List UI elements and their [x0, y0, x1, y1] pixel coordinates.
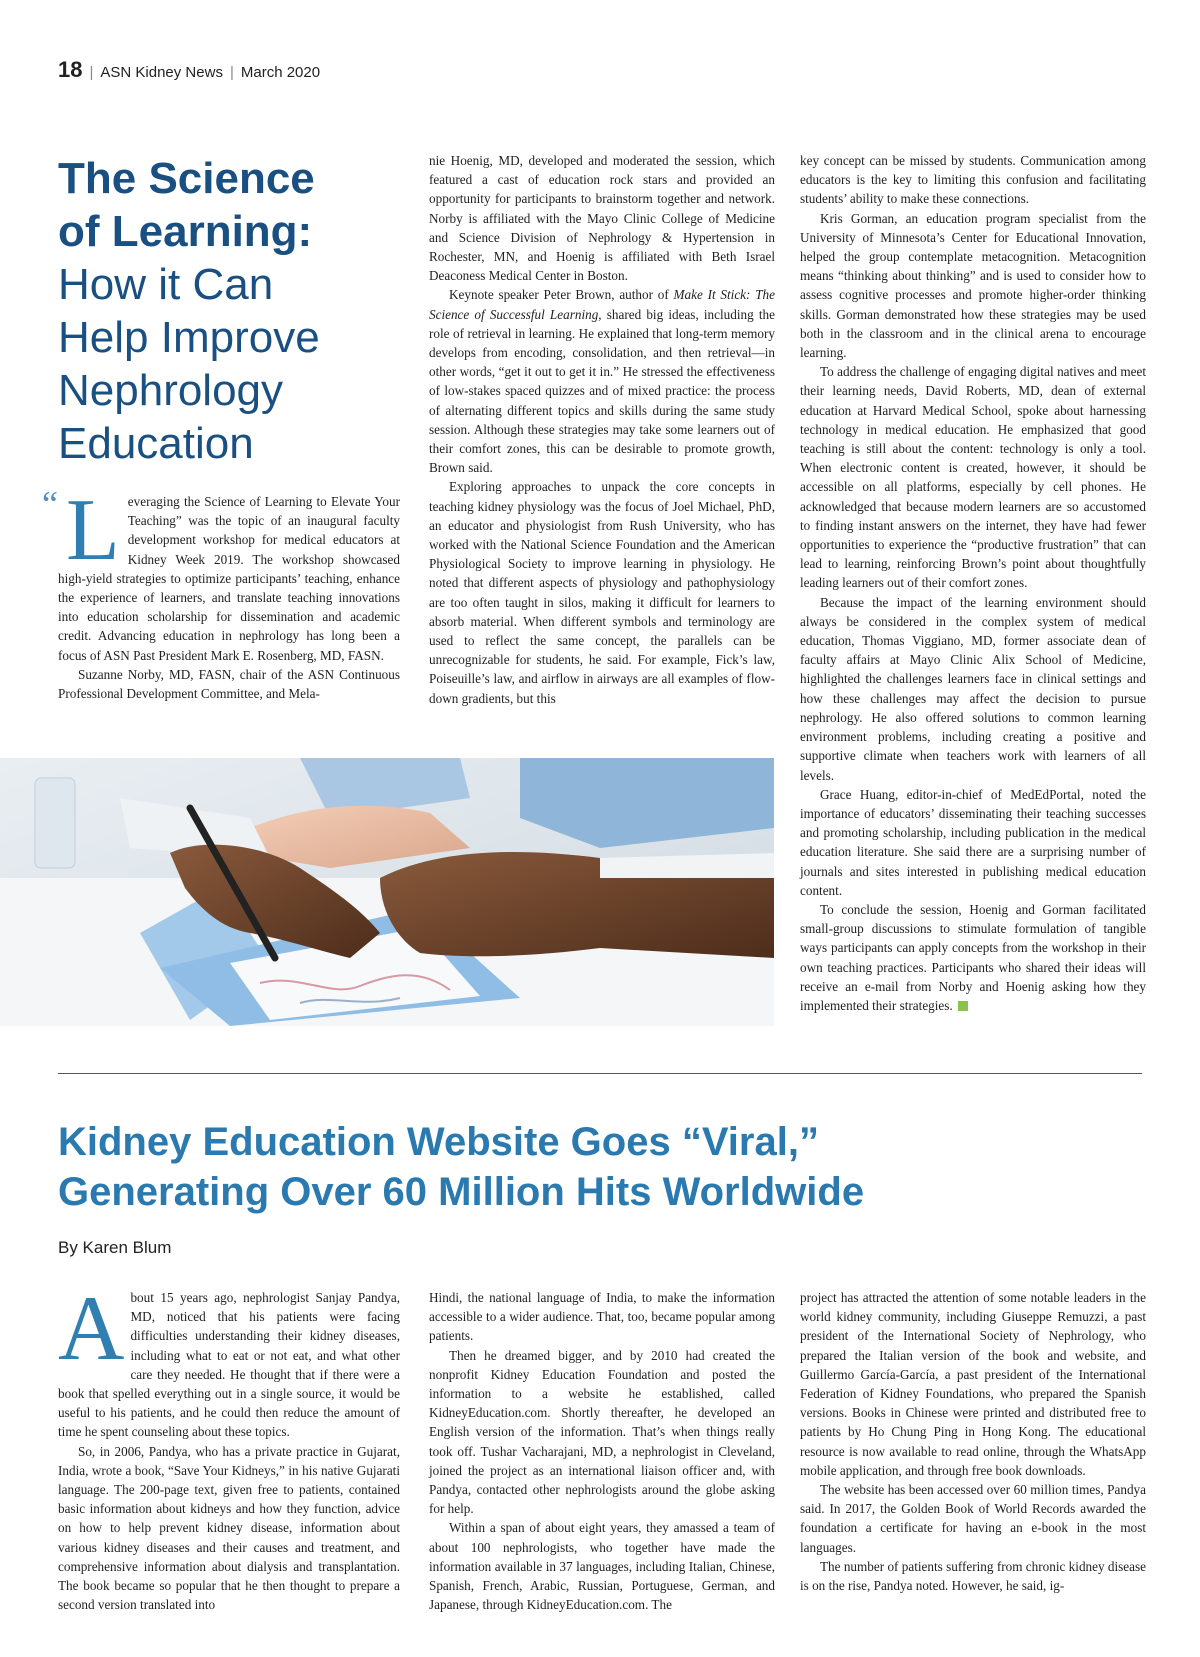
running-header [58, 57, 320, 83]
title-line: of Learning: [58, 207, 313, 256]
body-paragraph: Exploring approaches to unpack the core concepts in teaching kidney physiology was the focus of Joel Michael, PhD, an educator and physiologist from Rush University, who has worked with the National Science Foundation and the American Physiological Society to improve learning in physiology. He noted that different aspects of physiology and pathophysiology are too often taught in silos, making it difficult for learners to absorb material. When different symbols and terminology are used to reflect the same concept, the parallels can be unrecognizable for students, he said. For example, Fick’s law, Poiseuille’s law, and airflow in airways are all examples of flow-down gradients, but this [429, 479, 775, 706]
section-divider [58, 1073, 1142, 1074]
article-title [58, 152, 388, 470]
body-paragraph: The website has been accessed over 60 million times, Pandya said. In 2017, the Golden Book of World Records awarded the foundation a certificate for having an e-book in the most languages. [800, 1482, 1146, 1555]
header-separator: | [89, 64, 94, 81]
paragraph-text: everaging the Science of Learning to Elevate Your Teaching” was the topic of an inaugural faculty development workshop for medical educators at Kidney Week 2019. The workshop showcased high-yield strategies to optimize participants’ teaching, enhance the experience of learners, and translate teaching innovations into education scholarship for dissemination and academic credit. Advancing education in nephrology has long been a focus of ASN Past President Mark E. Rosenberg, MD, FASN. [58, 494, 400, 663]
open-quote-mark: “ [42, 484, 58, 524]
article1-column-2 [429, 151, 775, 708]
body-paragraph: Because the impact of the learning environment should always be considered in the complex system of medical education, Thomas Viggiano, MD, former associate dean of faculty affairs at Mayo Clinic Alix School of Medicine, highlighted the challenges learners face in clinical settings and how these challenges may affect the decision to pursue nephrology. He also offered solutions to common learning environment problems, including creating a positive and supportive climate when teachers work with learners of all levels. [800, 594, 1146, 783]
body-paragraph [58, 1277, 400, 1442]
body-paragraph: Then he dreamed bigger, and by 2010 had created the nonprofit Kidney Education Foundation and posted the information to a website he established, called KidneyEducation.com. Shortly thereafter, he developed an English version of the information. That’s when things really took off. Tushar Vacharajani, MD, a nephrologist in Cleveland, joined the project as an international liaison officer and, with Pandya, contacted other nephrologists around the globe asking for help. [429, 1347, 775, 1517]
drop-cap: A [58, 1277, 125, 1379]
article2-column-2 [429, 1288, 775, 1614]
paragraph-text: bout 15 years ago, nephrologist Sanjay Pandya, MD, noticed that his patients were facing difficulties understanding their kidney diseases, including what to eat or not eat, and what other care they needed. He thought that if there were a book that spelled everything out in a single source, it would be useful to his patients, and he could then reduce the amount of time he spent counseling about these topics. [58, 1290, 400, 1440]
page-number: 18 [58, 57, 83, 82]
article1-column-1 [58, 482, 400, 703]
article-title [58, 1117, 1158, 1217]
body-paragraph: The number of patients suffering from chronic kidney disease is on the rise, Pandya noted. However, he said, ig- [800, 1558, 1146, 1594]
byline: By Karen Blum [58, 1238, 172, 1257]
body-paragraph: Grace Huang, editor-in-chief of MedEdPortal, noted the importance of educators’ disseminating their teaching successes and promoting scholarship, including publication in the medical education literature. She said there are a surprising number of journals and sites interested in publishing medical education content. [800, 786, 1146, 898]
issue-date: March 2020 [240, 64, 321, 81]
body-paragraph: Hindi, the national language of India, to make the information accessible to a wider audience. That, too, became popular among patients. [429, 1290, 775, 1344]
body-paragraph [800, 900, 1146, 1015]
subtitle-line: Nephrology [58, 366, 284, 415]
article-photo [0, 758, 774, 1026]
subtitle-line: Education [58, 419, 254, 468]
body-paragraph [58, 482, 400, 665]
body-paragraph: So, in 2006, Pandya, who has a private practice in Gujarat, India, wrote a book, “Save Your Kidneys,” in his native Gujarati language. The 200-page text, given free to patients, contained basic information about kidneys and how they function, advice on how to help prevent kidney disease, information about various kidney diseases and their causes and treatment, and comprehensive information about dialysis and transplantation. The book became so popular that he then thought to prepare a second version translated into [58, 1443, 400, 1613]
body-paragraph: key concept can be missed by students. Communication among educators is the key to limiting this confusion and facilitating students’ ability to make these connections. [800, 153, 1146, 207]
body-paragraph: To address the challenge of engaging digital natives and meet their learning needs, David Roberts, MD, dean of external education at Harvard Medical School, spoke about harnessing technology in medical education. He emphasized that good teaching is still about the content: technology is only a tool. When electronic content is created, however, it should be accessible on all platforms, especially by cell phones. He acknowledged that because modern learners are so accustomed to finding instant answers on the internet, they have had fewer opportunities to experience the “productive frustration” that can lead to learning, reinforcing Brown’s point about thoughtfully leading learners out of their comfort zones. [800, 364, 1146, 591]
title-line: Kidney Education Website Goes “Viral,” [58, 1120, 819, 1164]
subtitle-line: How it Can [58, 260, 274, 309]
article1-column-3 [800, 151, 1146, 1015]
book-title: Make It Stick: The Science of Successful Learning [429, 287, 775, 322]
paragraph-text: Keynote speaker Peter Brown, author of [449, 287, 674, 303]
drop-cap: L [66, 482, 120, 579]
body-paragraph [429, 285, 775, 477]
paragraph-text: , shared big ideas, including the role of retrieval in learning. He explained that long-term memory develops from encoding, consolidation, and then retrieval—in other words, “get it out to get it in.” He stressed the effectiveness of low-stakes spaced quizzes and of mixed practice: the process of alternating different topics and skills during the same study session. Although these strategies may take some learners out of their comfort zones, this can be desirable to promote growth, Brown said. [429, 306, 775, 476]
article2-column-1 [58, 1277, 400, 1614]
body-paragraph: Within a span of about eight years, they amassed a team of about 100 nephrologists, who together have made the information available in 37 languages, including Italian, Chinese, Spanish, French, Arabic, Russian, Portuguese, German, and Japanese, through KidneyEducation.com. The [429, 1520, 775, 1613]
article2-column-3 [800, 1288, 1146, 1595]
subtitle-line: Help Improve [58, 313, 320, 362]
paragraph-text: To conclude the session, Hoenig and Gorman facilitated small-group discussions to stimulate formulation of tangible ways participants can apply concepts from the workshop in their own teaching practices. Participants who shared their ideas will receive an e-mail from Norby and Hoenig asking how they implemented their strategies. [800, 901, 1146, 1013]
publication-name: ASN Kidney News [100, 64, 223, 81]
body-paragraph: Kris Gorman, an education program specialist from the University of Minnesota’s Center for Educational Innovation, helped the group contemplate metacognition. Metacognition means “thinking about thinking” and is used to consider how to assess cognitive processes and promote higher-order thinking skills. Gorman demonstrated how these strategies may be used both in the classroom and in the clinical arena to encourage learning. [800, 210, 1146, 361]
end-of-article-mark [958, 1001, 968, 1011]
body-paragraph: Suzanne Norby, MD, FASN, chair of the ASN Continuous Professional Development Committee, and Mela- [58, 666, 400, 702]
photo-hands-writing [0, 758, 774, 1026]
title-line: The Science [58, 154, 315, 203]
title-line: Generating Over 60 Million Hits Worldwide [58, 1170, 865, 1214]
header-separator: | [229, 64, 234, 81]
body-paragraph: project has attracted the attention of some notable leaders in the world kidney community, including Giuseppe Remuzzi, a past president of the International Society of Nephrology, who prepared the Italian version of the book and website, and Guillermo García-García, a past president of the International Federation of Kidney Foundations, who prepared the Spanish versions. Books in Chinese were printed and distributed free to patients by Ho Chung Ping in Hong Kong. The educational resource is now available to read online, through the WhatsApp mobile application, and through free book downloads. [800, 1290, 1146, 1478]
body-paragraph: nie Hoenig, MD, developed and moderated the session, which featured a cast of education rock stars and provided an opportunity for participants to brainstorm together and network. Norby is affiliated with the Mayo Clinic College of Medicine and Science Division of Nephrology & Hypertension in Rochester, MN, and Hoenig is affiliated with Beth Israel Deaconess Medical Center in Boston. [429, 153, 775, 284]
